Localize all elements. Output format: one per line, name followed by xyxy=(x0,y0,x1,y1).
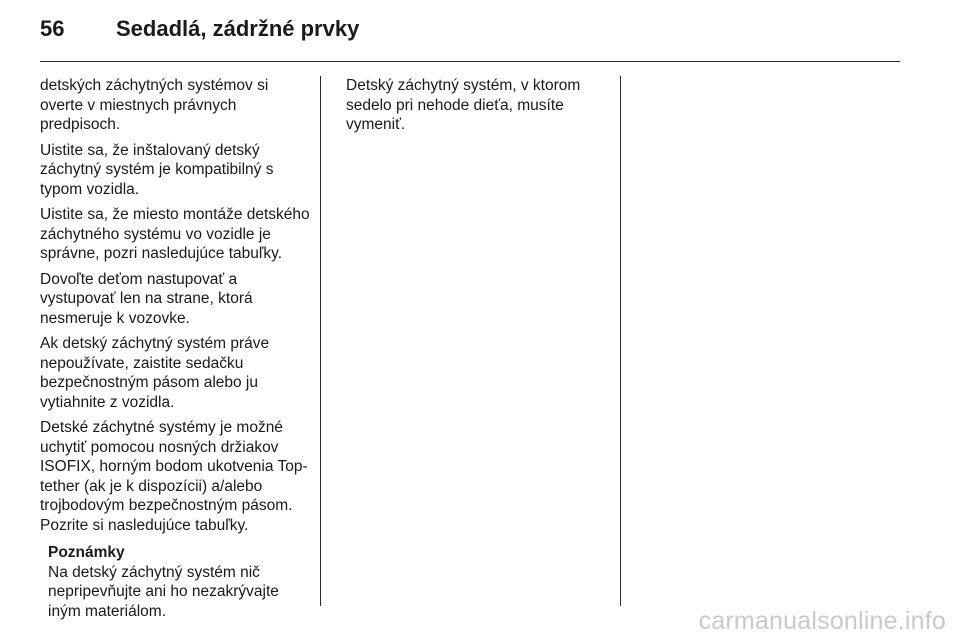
paragraph: Detské záchytné systémy je možné uchytiť pomocou nosných držiakov ISOFIX, horným bodom ukotvenia Top-tether (ak je k dispozícii) a/alebo trojbodovým bezpečnostným pásom. Pozrite si nasledujúce tabuľky. xyxy=(40,419,308,534)
paragraph: Detský záchytný systém, v ktorom sedelo pri nehode dieťa, musíte vymeniť. xyxy=(346,77,581,133)
paragraph: Uistite sa, že inštalovaný detský záchytný systém je kompatibilný s typom vozidla. xyxy=(40,141,274,198)
paragraph: Dovoľte deťom nastupovať a vystupovať len na strane, ktorá nesmeruje k vozovke. xyxy=(40,270,253,327)
note-body: Na detský záchytný systém nič nepripevňujte ani ho nezakrývajte iným materiálom. xyxy=(48,563,279,620)
section-title: Sedadlá, zádržné prvky xyxy=(116,16,360,41)
note-title: Poznámky xyxy=(48,544,125,561)
header-divider xyxy=(40,61,900,62)
paragraph: Uistite sa, že miesto montáže detského záchytného systému vo vozidle je správne, pozri nasledujúce tabuľky. xyxy=(40,206,310,262)
watermark: carmanualsonline.info xyxy=(698,607,946,635)
note-box xyxy=(48,543,310,621)
paragraph: Ak detský záchytný systém práve nepoužívate, zaistite sedačku bezpečnostným pásom alebo ju vytiahnite z vozidla. xyxy=(40,335,270,411)
page-number: 56 xyxy=(40,16,65,41)
left-column xyxy=(40,76,310,621)
middle-column xyxy=(346,76,606,141)
column-divider xyxy=(320,76,321,606)
page-header xyxy=(40,14,900,54)
paragraph: detských záchytných systémov si overte v miestnych právnych predpisoch. xyxy=(40,77,269,133)
column-divider xyxy=(620,76,621,606)
